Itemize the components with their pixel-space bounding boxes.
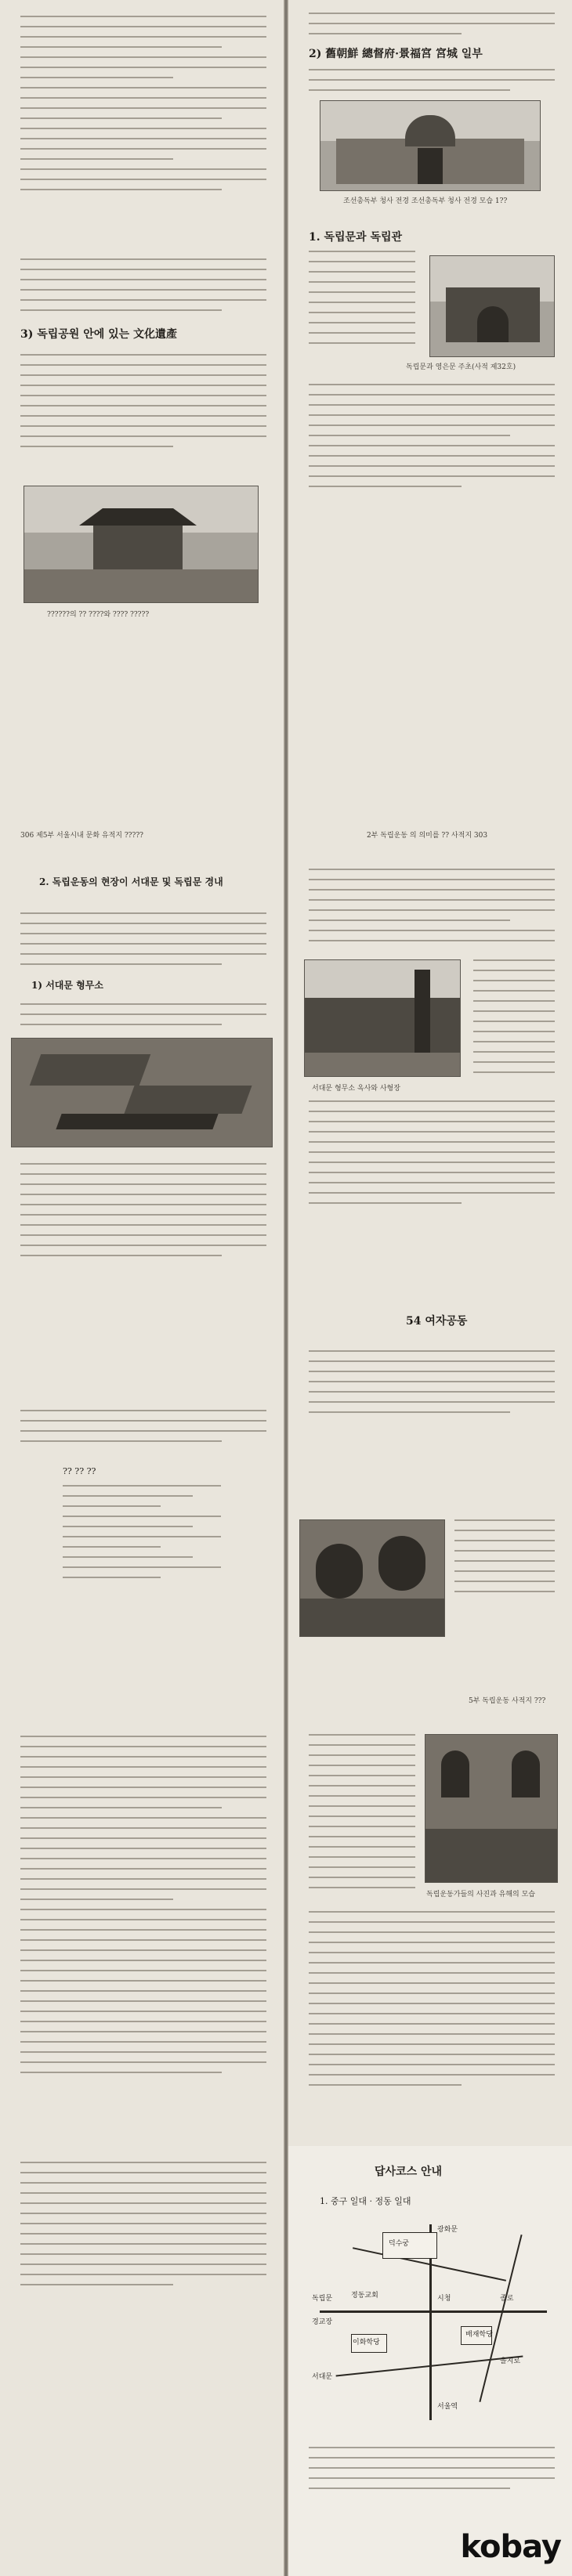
body-text bbox=[309, 869, 555, 950]
map-label-city-hall: 시청 bbox=[437, 2295, 451, 2303]
building-arches-photo bbox=[425, 1734, 558, 1883]
pavilion-photo bbox=[24, 486, 259, 603]
page-right bbox=[288, 850, 572, 1284]
photo-caption: 서대문 형무소 옥사와 사형장 bbox=[312, 1085, 400, 1093]
page-right bbox=[288, 1284, 572, 1715]
page-left bbox=[0, 0, 284, 211]
page-right bbox=[288, 1715, 572, 2146]
map-label-euljiro: 을지로 bbox=[500, 2357, 521, 2365]
page-right bbox=[288, 211, 572, 850]
map-label-ewha: 이화학당 bbox=[353, 2339, 380, 2347]
body-text bbox=[20, 354, 266, 456]
watermark-logo: kobay bbox=[460, 2529, 561, 2565]
section-heading: 3) 독립공원 안에 있는 文化遺產 bbox=[20, 328, 178, 341]
body-text bbox=[309, 69, 555, 99]
map-label-jongno: 종로 bbox=[500, 2295, 514, 2303]
prison-wall-photo bbox=[304, 959, 461, 1077]
spread-5 bbox=[0, 1715, 572, 2146]
body-text bbox=[20, 912, 266, 974]
body-text bbox=[309, 251, 415, 352]
body-text bbox=[20, 258, 266, 320]
poem-title: ?? ?? ?? bbox=[63, 1466, 96, 1476]
photo-caption: 독립문과 영은문 주초(사적 제32호) bbox=[406, 363, 516, 371]
body-text bbox=[20, 1410, 266, 1451]
body-text bbox=[309, 13, 555, 43]
body-text bbox=[309, 1100, 555, 1212]
section-heading: 2. 독립운동의 현장이 서대문 및 독립문 경내 bbox=[39, 876, 223, 887]
spread-2 bbox=[0, 211, 572, 850]
map-label-gyeonggyojang: 경교장 bbox=[312, 2318, 333, 2326]
body-text bbox=[473, 959, 555, 1082]
page-footer: 5부 독립운동 사적지 ??? bbox=[469, 1697, 546, 1705]
subsection-heading: 1) 서대문 형무소 bbox=[31, 980, 103, 991]
route-map bbox=[304, 2217, 555, 2428]
spread-1 bbox=[0, 0, 572, 211]
page-left bbox=[0, 850, 284, 1284]
body-text bbox=[20, 1163, 266, 1265]
portrait-photo bbox=[299, 1519, 445, 1637]
page-left bbox=[0, 2146, 284, 2576]
spread-4 bbox=[0, 1284, 572, 1715]
government-building-photo bbox=[320, 100, 541, 191]
page-footer: 306 제5부 서울시내 문화 유적지 ????? bbox=[20, 832, 143, 840]
map-label-seodaemun: 서대문 bbox=[312, 2373, 333, 2381]
section-heading: 54 여자공동 bbox=[406, 1315, 468, 1328]
independence-gate-photo bbox=[429, 255, 555, 357]
map-label-seoul-station: 서울역 bbox=[437, 2403, 458, 2411]
map-label-gwanghwamun: 광화문 bbox=[437, 2226, 458, 2234]
page-footer: 2부 독립운동 의 의미를 ?? 사적지 303 bbox=[367, 832, 488, 840]
map-label-jeongdong-church: 정동교회 bbox=[351, 2292, 378, 2300]
body-text bbox=[20, 16, 266, 199]
page-right bbox=[288, 2146, 572, 2576]
page-left bbox=[0, 1284, 284, 1715]
section-heading: 2) 舊朝鮮 總督府·景福宮 宮城 일부 bbox=[309, 48, 483, 60]
body-text bbox=[309, 2447, 555, 2498]
spread-3 bbox=[0, 850, 572, 1284]
map-label-paichai: 배재학당 bbox=[465, 2331, 493, 2339]
spread-6 bbox=[0, 2146, 572, 2576]
map-label-independence-gate: 독립문 bbox=[312, 2295, 333, 2303]
photo-caption: 조선총독부 청사 전경 조선총독부 청사 전경 모습 1?? bbox=[343, 197, 508, 205]
section-heading: 1. 독립문과 독립관 bbox=[309, 231, 403, 244]
subsection-heading: 1. 중구 일대 · 정동 일대 bbox=[320, 2196, 411, 2206]
page-left bbox=[0, 1715, 284, 2146]
poem-text bbox=[63, 1485, 221, 1587]
section-heading: 답사코스 안내 bbox=[375, 2166, 443, 2178]
body-text bbox=[454, 1519, 555, 1601]
map-label-deoksugung: 덕수궁 bbox=[389, 2240, 410, 2248]
photo-caption: ??????의 ?? ????와 ???? ????? bbox=[47, 611, 150, 619]
page-left bbox=[0, 211, 284, 850]
body-text bbox=[20, 1736, 266, 2082]
body-text bbox=[20, 1003, 266, 1034]
body-text bbox=[20, 2162, 266, 2294]
page-right bbox=[288, 0, 572, 211]
body-text bbox=[309, 384, 555, 496]
body-text bbox=[309, 1350, 555, 1422]
body-text bbox=[309, 1911, 555, 2094]
photo-caption: 독립운동가들의 사진과 유해의 모습 bbox=[426, 1891, 535, 1899]
prison-aerial-photo bbox=[11, 1038, 273, 1147]
body-text bbox=[309, 1734, 415, 1897]
